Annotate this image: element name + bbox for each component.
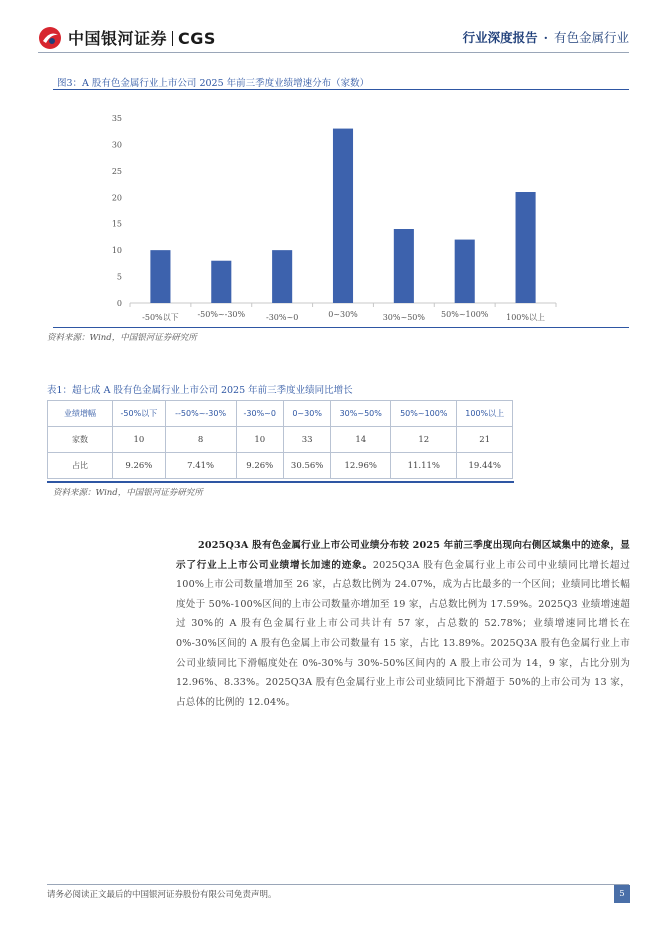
table-cell: 10 xyxy=(236,427,283,453)
paragraph-body: 2025Q3A 股有色金属行业上市公司中业绩同比增长超过 100%上市公司数量增加至 26 家，占总数比例为 24.07%，成为占比最多的一个区间；业绩同比增长幅度处于 50%-100%区间的上市公司数量亦增加至 19 家，占总数比例为 17.59%。2025Q3 业绩增速超过 30%的 A 股有色金属行业上市公司共计有 57 家，占总数的 52.78%；业绩增速同比增长在 0%-30%区间的 A 股有色金属上市公司数量有 15 家，占比 13.89%。2025Q3A 股有色金属行业上市公司业绩同比下滑幅度处在 0%-30%与 30%-50%区间内的 A 股上市公司为 14，9 家，占比分别为 12.96%、8.33%。2025Q3A 股有色金属行业上市公司业绩同比下滑超于 50%的上市公司为 13 家，占总体的比例的 12.04%。 xyxy=(176,559,630,708)
bar-0 xyxy=(150,250,170,303)
table-row-label: 占比 xyxy=(48,453,113,479)
x-tick-label: 100%以上 xyxy=(506,313,546,322)
table-header-cell: -30%~0 xyxy=(236,401,283,427)
report-header xyxy=(463,28,629,46)
table-cell: 9.26% xyxy=(113,453,166,479)
y-tick-label: 0 xyxy=(116,299,122,308)
logo-chinese-name: 中国银河证券 xyxy=(68,29,168,48)
y-tick-label: 5 xyxy=(116,272,122,282)
growth-table xyxy=(47,400,513,479)
table-header-cell: 100%以上 xyxy=(457,401,513,427)
table-cell: 30.56% xyxy=(283,453,330,479)
company-logo xyxy=(38,26,238,50)
table-caption: 表1：超七成 A 股有色金属行业上市公司 2025 年前三季度业绩同比增长 xyxy=(47,385,353,396)
bar-6 xyxy=(516,192,536,303)
footer-disclaimer: 请务必阅读正文最后的中国银河证券股份有限公司免责声明。 xyxy=(47,890,277,900)
header-separator: · xyxy=(543,30,548,45)
report-type: 行业深度报告 xyxy=(462,30,538,45)
table-row-label: 家数 xyxy=(48,427,113,453)
table-header-cell: 0~30% xyxy=(283,401,330,427)
footer-divider xyxy=(47,884,629,885)
y-tick-label: 15 xyxy=(111,219,122,229)
bar-1 xyxy=(211,261,231,303)
page-number: 5 xyxy=(614,885,630,903)
y-tick-label: 35 xyxy=(111,114,122,123)
table-cell: 12 xyxy=(391,427,457,453)
paragraph-lead: 2025Q3A 股有色金属行业上市公司业绩分布较 2025 年前三季度出现向右侧区域集中的迹象，显示了行业上上市公司业绩增长加速的迹象。 xyxy=(176,540,630,571)
header-divider xyxy=(38,52,629,53)
y-tick-label: 25 xyxy=(111,166,122,176)
x-tick-label: -50%~-30% xyxy=(197,310,246,319)
table-header-cell: 业绩增幅 xyxy=(48,401,113,427)
table-header-row xyxy=(48,401,513,427)
bar-5 xyxy=(455,240,475,303)
y-tick-label: 30 xyxy=(111,140,122,150)
table-cell: 21 xyxy=(457,427,513,453)
figure-top-rule xyxy=(53,89,629,90)
table-cell: 11.11% xyxy=(391,453,457,479)
industry-name: 有色金属行业 xyxy=(553,30,629,45)
table-cell: 8 xyxy=(165,427,236,453)
table-header-cell: 30%~50% xyxy=(331,401,391,427)
logo-divider xyxy=(172,31,173,46)
table-header-cell: --50%~-30% xyxy=(165,401,236,427)
x-tick-label: 0~30% xyxy=(328,310,358,319)
table-header-cell: -50%以下 xyxy=(113,401,166,427)
bar-2 xyxy=(272,250,292,303)
logo-english-name: CGS xyxy=(178,29,216,48)
table-cell: 9.26% xyxy=(236,453,283,479)
x-tick-label: 50%~100% xyxy=(441,310,489,319)
y-tick-label: 10 xyxy=(111,246,122,256)
figure-source: 资料来源：Wind，中国银河证券研究所 xyxy=(47,333,197,343)
table-cell: 12.96% xyxy=(331,453,391,479)
bar-3 xyxy=(333,129,353,303)
table-cell: 19.44% xyxy=(457,453,513,479)
table-bottom-rule xyxy=(47,481,514,483)
x-tick-label: 30%~50% xyxy=(382,313,425,322)
x-tick-label: -50%以下 xyxy=(142,313,179,322)
table-cell: 33 xyxy=(283,427,330,453)
logo-emblem-icon xyxy=(38,26,62,50)
table-row-share xyxy=(48,453,513,479)
table-cell: 14 xyxy=(331,427,391,453)
x-tick-label: -30%~0 xyxy=(266,313,299,322)
figure-bottom-rule xyxy=(53,327,629,328)
table-header-cell: 50%~100% xyxy=(391,401,457,427)
bar-4 xyxy=(394,229,414,303)
table-cell: 7.41% xyxy=(165,453,236,479)
figure-caption: 图3：A 股有色金属行业上市公司 2025 年前三季度业绩增速分布（家数） xyxy=(57,78,370,89)
table-cell: 10 xyxy=(113,427,166,453)
table-row-count xyxy=(48,427,513,453)
table-source: 资料来源：Wind，中国银河证券研究所 xyxy=(53,488,203,498)
analysis-paragraph xyxy=(176,536,630,712)
y-tick-label: 20 xyxy=(111,193,122,203)
growth-distribution-chart xyxy=(53,96,629,328)
